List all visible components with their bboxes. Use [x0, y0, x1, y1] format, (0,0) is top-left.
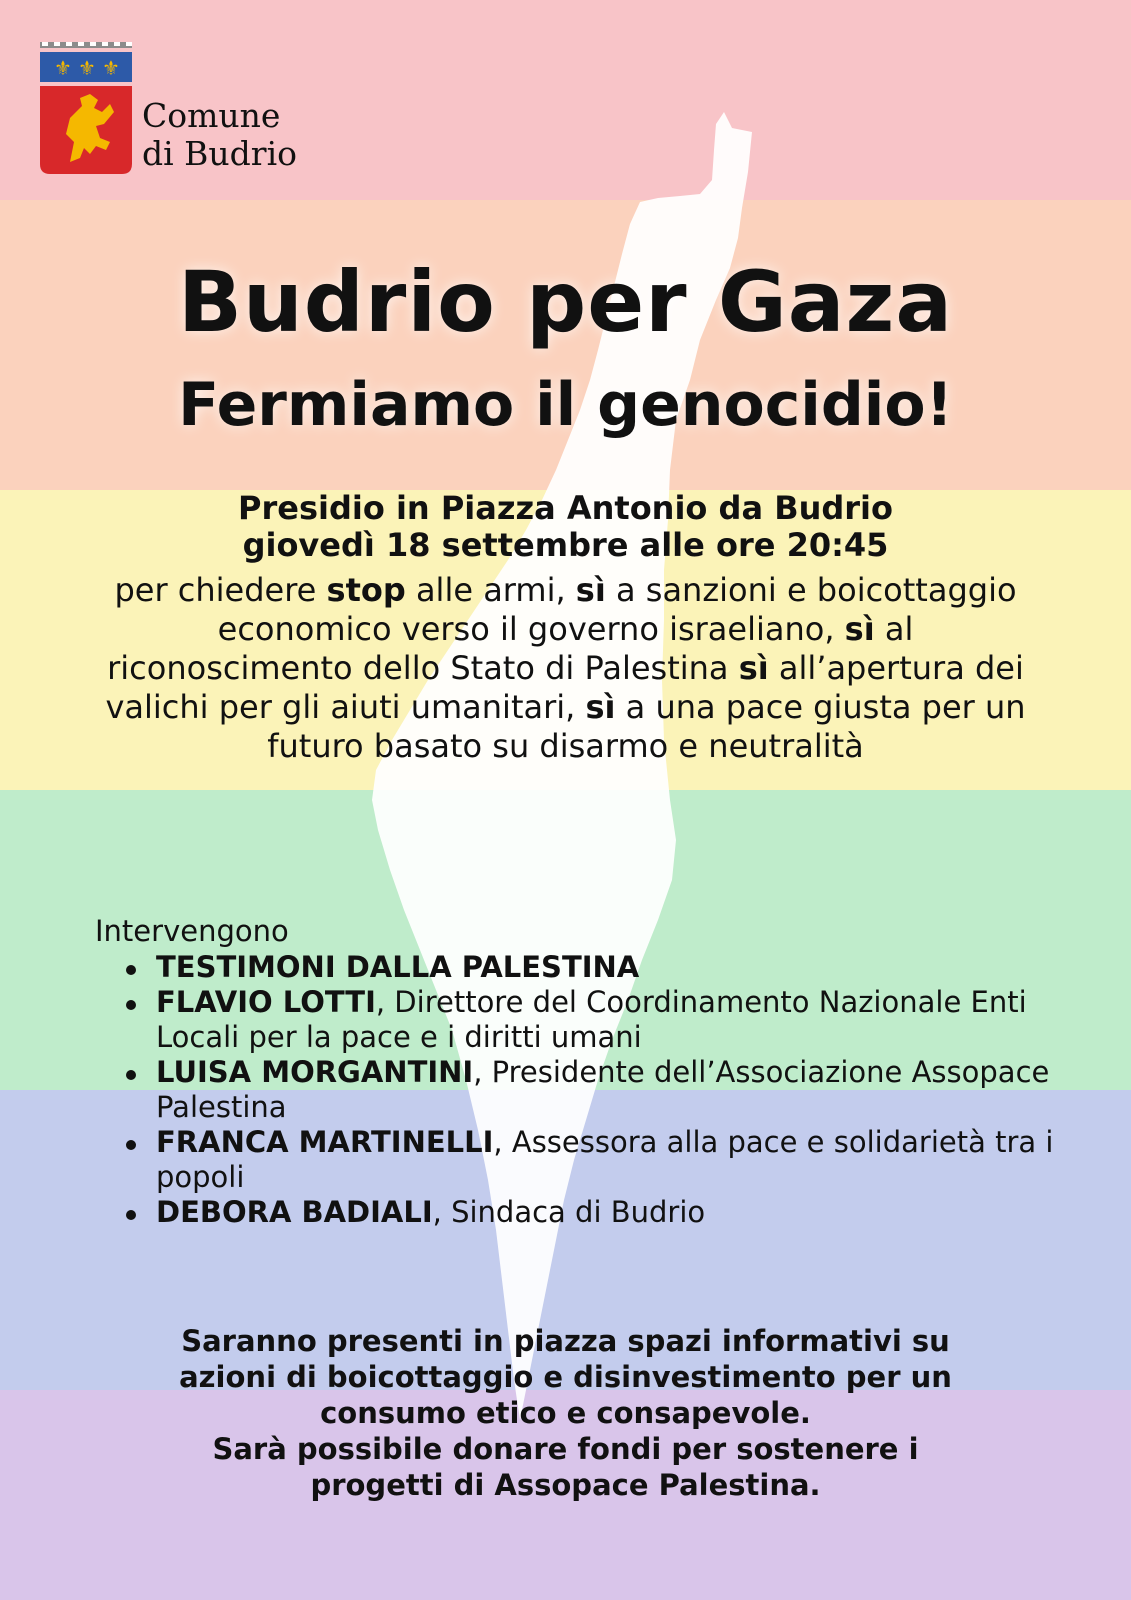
svg-text:⚜: ⚜	[54, 56, 72, 80]
desc-part-2: alle armi,	[405, 571, 576, 609]
desc-part-1: per chiedere	[114, 571, 327, 609]
footer-line: azioni di boicottaggio e disinvestimento per un	[179, 1360, 952, 1394]
event-description	[100, 571, 1031, 766]
desc-stop: stop	[326, 571, 406, 609]
bullet-icon	[126, 965, 136, 975]
speaker-role: , Presidente dell’Associazione Assopace Palestina	[156, 1055, 1050, 1124]
event-location: Presidio in Piazza Antonio da Budrio	[238, 489, 893, 527]
desc-si-1: sì	[575, 571, 606, 609]
speaker-item	[122, 950, 1082, 985]
bullet-icon	[126, 1070, 136, 1080]
bullet-icon	[126, 1210, 136, 1220]
desc-part-6: a una pace giusta per un futuro basato su disarmo e neutralità	[267, 688, 1026, 765]
speaker-item	[122, 1195, 1082, 1230]
speaker-role: , Direttore del Coordinamento Nazionale Enti Locali per la pace e i diritti umani	[156, 985, 1027, 1054]
speaker-role: , Sindaca di Budrio	[432, 1195, 706, 1229]
bullet-icon	[126, 1000, 136, 1010]
speaker-name: TESTIMONI DALLA PALESTINA	[156, 950, 640, 984]
speaker-item	[122, 985, 1082, 1055]
footer-line: Sarà possibile donare fondi per sostenere i	[212, 1432, 919, 1466]
speaker-name: FLAVIO LOTTI	[156, 985, 376, 1019]
comune-name	[142, 97, 297, 173]
budrio-coat-of-arms-icon	[40, 42, 132, 176]
footer-notice	[120, 1323, 1011, 1503]
footer-line: consumo etico e consapevole.	[320, 1396, 811, 1430]
desc-si-2: sì	[844, 610, 875, 648]
bullet-icon	[126, 1140, 136, 1150]
speakers-list	[122, 950, 1082, 1230]
speaker-role: , Assessora alla pace e solidarietà tra i popoli	[156, 1125, 1054, 1194]
speaker-name: DEBORA BADIALI	[156, 1195, 433, 1229]
desc-part-3: a sanzioni e boicottaggio economico verso il governo israeliano,	[217, 571, 1017, 648]
svg-text:⚜: ⚜	[102, 56, 120, 80]
speaker-item	[122, 1125, 1082, 1195]
comune-name-line2: di Budrio	[142, 134, 297, 173]
footer-line: Saranno presenti in piazza spazi informativi su	[181, 1324, 950, 1358]
footer-line: progetti di Assopace Palestina.	[310, 1468, 821, 1502]
speaker-item	[122, 1055, 1082, 1125]
comune-logo	[40, 42, 297, 176]
desc-si-3: sì	[738, 649, 769, 687]
speaker-name: LUISA MORGANTINI	[156, 1055, 474, 1089]
desc-part-5: all’apertura dei valichi per gli aiuti umanitari,	[105, 649, 1024, 726]
desc-si-4: sì	[585, 688, 616, 726]
page-title: Budrio per Gaza	[177, 253, 954, 351]
speaker-name: FRANCA MARTINELLI	[156, 1125, 494, 1159]
comune-name-line1: Comune	[142, 96, 281, 135]
speakers-heading: Intervengono	[95, 914, 289, 948]
svg-text:⚜: ⚜	[78, 56, 96, 80]
desc-part-4: al riconoscimento dello Stato di Palestina	[107, 610, 914, 687]
event-datetime: giovedì 18 settembre alle ore 20:45	[242, 526, 889, 564]
page-subtitle: Fermiamo il genocidio!	[178, 370, 953, 440]
